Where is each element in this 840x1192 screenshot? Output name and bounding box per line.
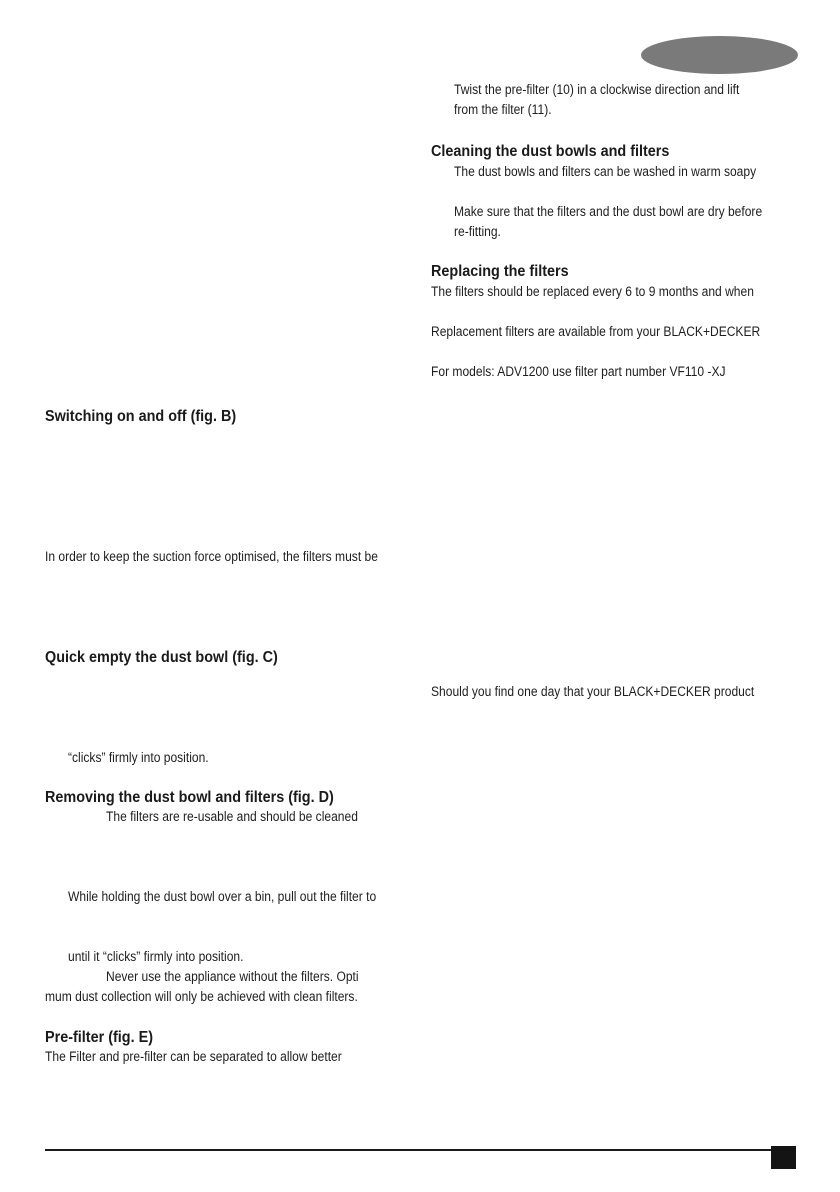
cleaning-text-line-3: re-fitting. — [454, 224, 501, 239]
prefilter-heading: Pre-filter (fig. E) — [45, 1029, 154, 1046]
until-text: until it “clicks” firmly into position. — [68, 949, 244, 964]
cleaning-text-line-1: The dust bowls and filters can be washed in warm soapy — [454, 164, 757, 179]
quick-empty-heading: Quick empty the dust bowl (fig. C) — [45, 649, 278, 666]
replacing-heading: Replacing the filters — [431, 263, 569, 280]
holding-text: While holding the dust bowl over a bin, pull out the filter to — [68, 889, 377, 904]
replacing-text-line-3: For models: ADV1200 use filter part number VF110 -XJ — [431, 364, 726, 379]
language-tab — [641, 36, 798, 74]
clicks-text: “clicks” firmly into position. — [68, 750, 209, 765]
prefilter-instruction-line-1: Twist the pre-filter (10) in a clockwise direction and lift — [454, 82, 740, 97]
replacing-text-line-2: Replacement filters are available from your BLACK+DECKER — [431, 324, 761, 339]
page-number-box — [771, 1146, 796, 1169]
suction-text: In order to keep the suction force optimised, the filters must be — [45, 549, 378, 564]
cleaning-heading: Cleaning the dust bowls and filters — [431, 143, 670, 160]
cleaning-text-line-2: Make sure that the filters and the dust bowl are dry before — [454, 204, 763, 219]
replacing-text-line-1: The filters should be replaced every 6 to 9 months and when — [431, 284, 754, 299]
reusable-text: The filters are re-usable and should be cleaned — [106, 809, 358, 824]
removing-heading: Removing the dust bowl and filters (fig. D) — [45, 789, 334, 806]
switching-heading: Switching on and off (fig. B) — [45, 408, 237, 425]
product-text: Should you find one day that your BLACK+DECKER product — [431, 684, 755, 699]
mum-text: mum dust collection will only be achieved with clean filters. — [45, 989, 358, 1004]
prefilter-text: The Filter and pre-filter can be separated to allow better — [45, 1049, 342, 1064]
prefilter-instruction-line-2: from the filter (11). — [454, 102, 552, 117]
never-text: Never use the appliance without the filters. Opti — [106, 969, 359, 984]
footer-rule — [45, 1149, 796, 1151]
